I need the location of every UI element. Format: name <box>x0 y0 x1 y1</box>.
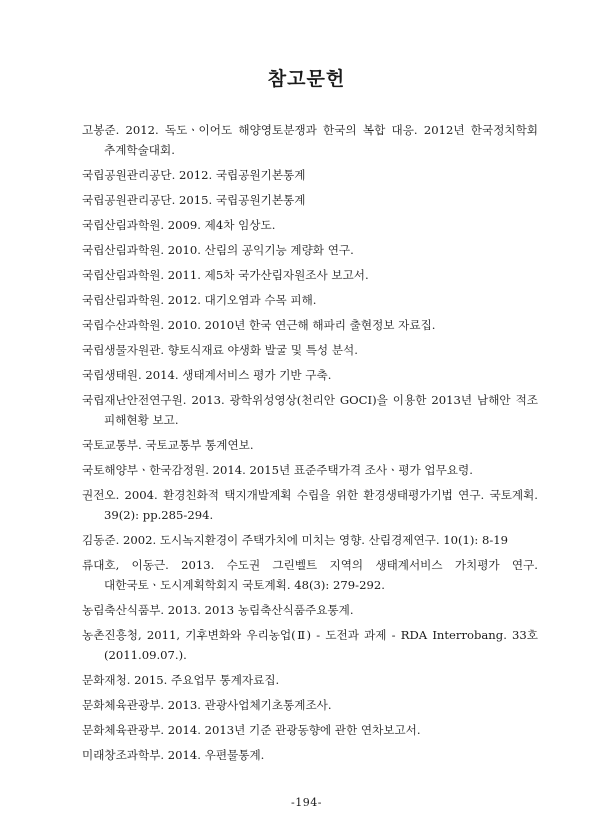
reference-entry: 문화재청. 2015. 주요업무 통계자료집. <box>82 673 280 687</box>
reference-entry: 국립생태원. 2014. 생태계서비스 평가 기반 구축. <box>82 368 332 382</box>
reference-entry: 국립생물자원관. 향토식재료 야생화 발굴 및 특성 분석. <box>82 343 358 357</box>
reference-entry: 국토교통부. 국토교통부 통계연보. <box>82 438 254 452</box>
reference-entry: 국립수산과학원. 2010. 2010년 한국 연근해 해파리 출현정보 자료집. <box>82 318 436 332</box>
reference-entry: 권전오. 2004. 환경친화적 택지개발계획 수립을 위한 환경생태평가기법 연구. 국토계획. 39(2): pp.285-294. <box>82 488 538 522</box>
reference-list <box>82 120 538 770</box>
reference-entry: 문화체육관광부. 2013. 관광사업체기초통계조사. <box>82 698 332 712</box>
reference-entry: 국립산림과학원. 2012. 대기오염과 수목 피해. <box>82 293 317 307</box>
reference-entry: 농촌진흥청, 2011, 기후변화와 우리농업(Ⅱ) - 도전과 과제 - RDA Interrobang. 33호(2011.09.07.). <box>82 628 538 662</box>
page-title: 참고문헌 <box>267 68 346 90</box>
page-number: -194- <box>291 796 322 809</box>
reference-entry: 국토해양부ㆍ한국감정원. 2014. 2015년 표준주택가격 조사ㆍ평가 업무요령. <box>82 463 473 477</box>
reference-entry: 고봉준. 2012. 독도ㆍ이어도 해양영토분쟁과 한국의 복합 대응. 2012년 한국정치학회 추계학술대회. <box>82 123 538 157</box>
reference-entry: 국립산림과학원. 2011. 제5차 국가산림자원조사 보고서. <box>82 268 369 282</box>
reference-entry: 국립공원관리공단. 2015. 국립공원기본통계 <box>82 193 306 207</box>
reference-entry: 국립공원관리공단. 2012. 국립공원기본통계 <box>82 168 306 182</box>
reference-entry: 국립재난안전연구원. 2013. 광학위성영상(천리안 GOCI)을 이용한 2013년 남해안 적조 피해현황 보고. <box>82 393 538 427</box>
reference-entry: 류대호, 이동근. 2013. 수도권 그린벨트 지역의 생태계서비스 가치평가 연구. 대한국토ㆍ도시계획학회지 국토계획. 48(3): 279-292. <box>82 558 538 592</box>
reference-entry: 문화체육관광부. 2014. 2013년 기준 관광동향에 관한 연차보고서. <box>82 723 421 737</box>
reference-entry: 김동준. 2002. 도시녹지환경이 주택가치에 미치는 영향. 산림경제연구. 10(1): 8-19 <box>82 533 509 547</box>
reference-entry: 국립산림과학원. 2009. 제4차 임상도. <box>82 218 276 232</box>
reference-entry: 국립산림과학원. 2010. 산림의 공익기능 계량화 연구. <box>82 243 354 257</box>
reference-entry: 농림축산식품부. 2013. 2013 농림축산식품주요통계. <box>82 603 354 617</box>
reference-entry: 미래창조과학부. 2014. 우편물통계. <box>82 748 265 762</box>
